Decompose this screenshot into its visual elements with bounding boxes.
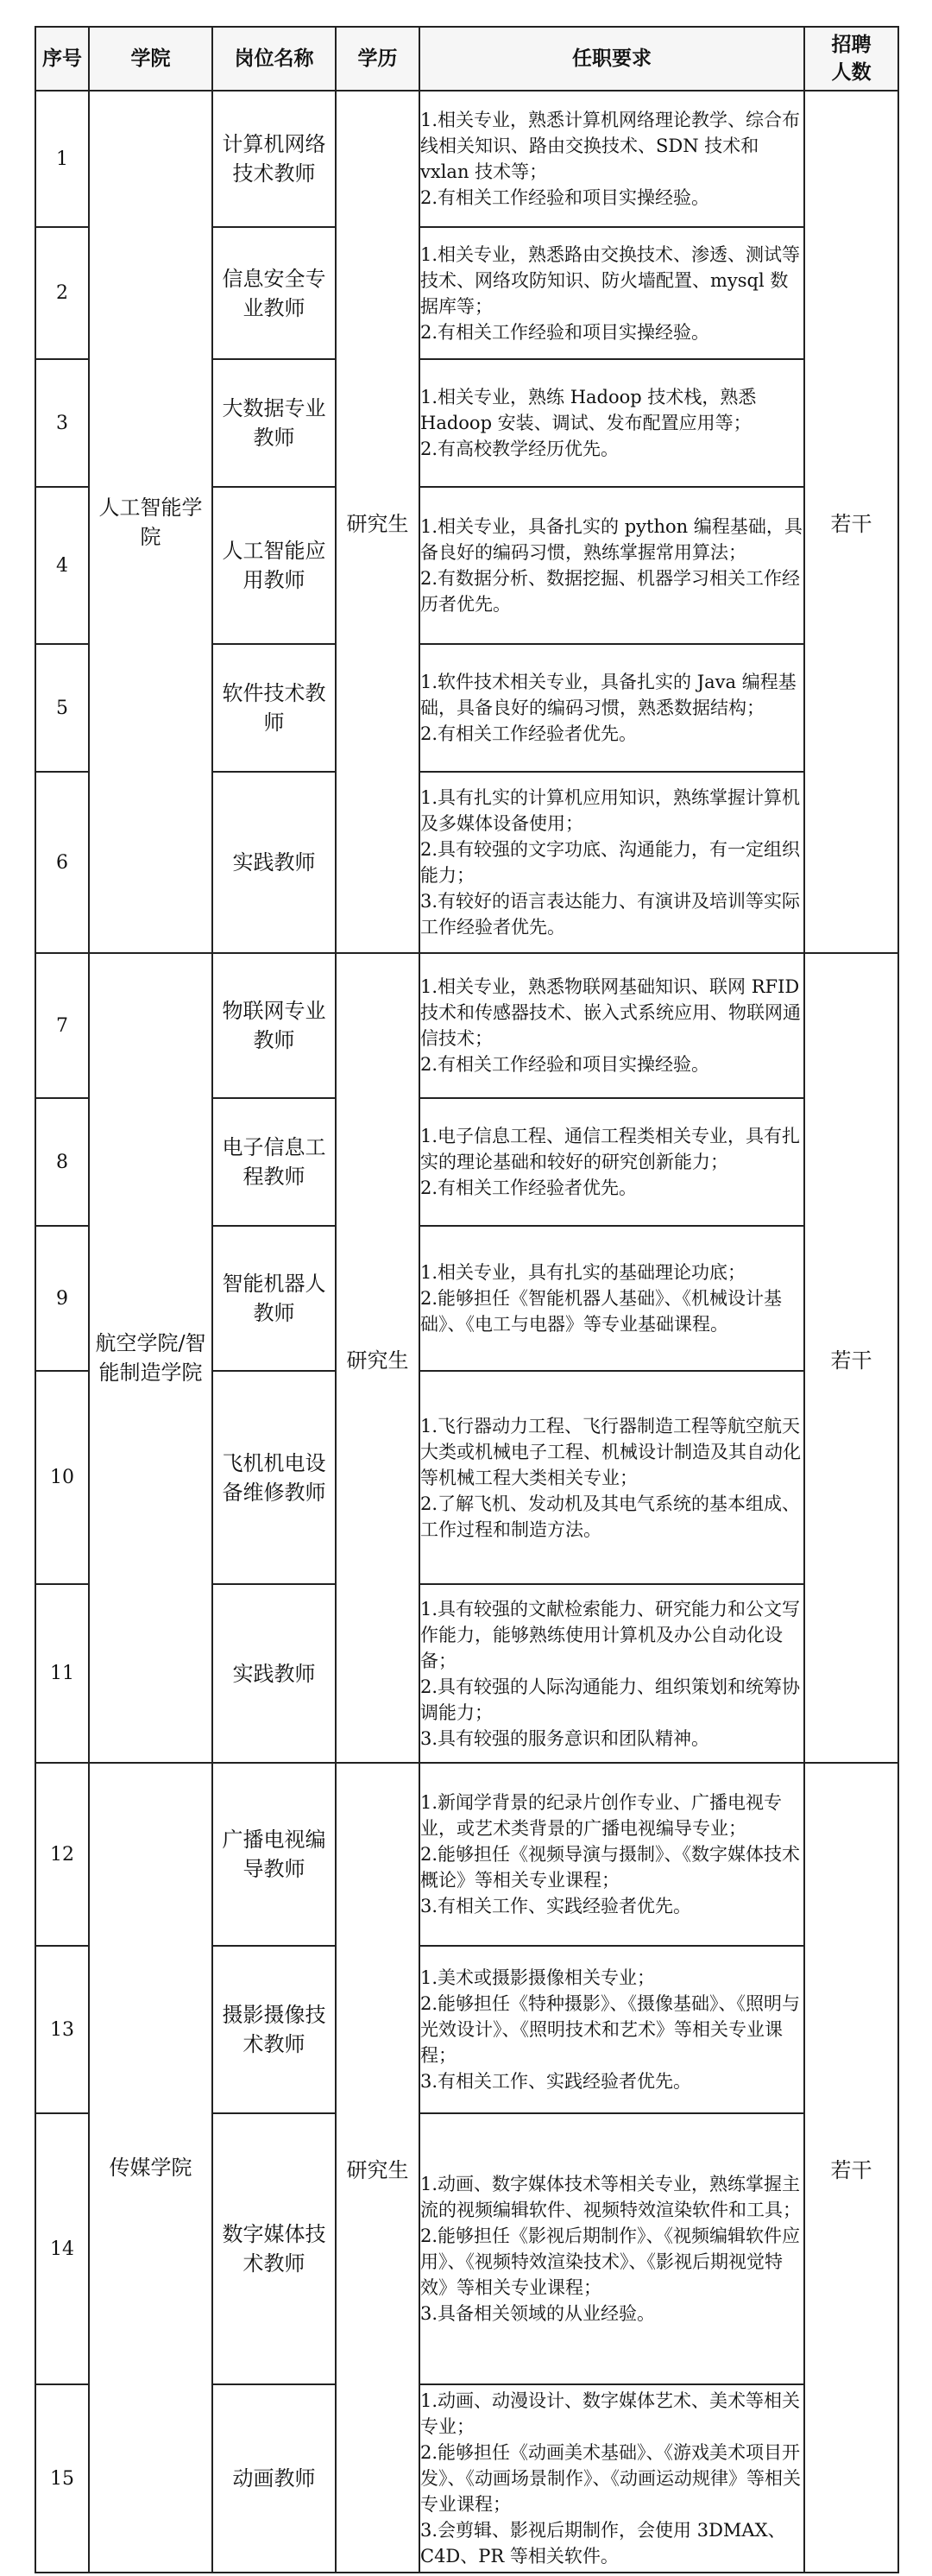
position-name: 数字媒体技术教师: [212, 2113, 336, 2384]
row-number: 2: [35, 227, 89, 359]
position-name: 软件技术教师: [212, 644, 336, 772]
requirement-line: 1.具有较强的文献检索能力、研究能力和公文写作能力，能够熟练使用计算机及办公自动化设备；: [420, 1598, 801, 1671]
requirement-line: 1.飞行器动力工程、飞行器制造工程等航空航天大类或机械电子工程、机械设计制造及其自动化等机械工程大类相关专业；: [420, 1415, 801, 1488]
header-row: [35, 27, 898, 91]
position-name: 实践教师: [212, 1584, 336, 1763]
requirement-line: 2.具有较强的人际沟通能力、组织策划和统筹协调能力；: [420, 1676, 801, 1723]
education-level: 研究生: [336, 953, 419, 1763]
hiring-count: 若干: [804, 91, 898, 953]
hiring-count: 若干: [804, 1763, 898, 2573]
requirement-line: 2.有高校教学经历优先。: [420, 439, 620, 459]
header-education: 学历: [336, 27, 419, 91]
requirement-line: 1.相关专业，熟悉路由交换技术、渗透、测试等技术、网络攻防知识、防火墙配置、mysql 数据库等；: [420, 243, 801, 317]
requirements-cell: [419, 1226, 804, 1371]
requirements-cell: [419, 644, 804, 772]
row-number: 13: [35, 1946, 89, 2113]
requirements-cell: [419, 772, 804, 953]
requirement-line: 2.能够担任《视频导演与摄制》、《数字媒体技术概论》等相关专业课程；: [420, 1844, 801, 1891]
header-college: 学院: [89, 27, 212, 91]
requirement-line: 3.有相关工作、实践经验者优先。: [420, 2071, 692, 2092]
requirement-line: 3.有较好的语言表达能力、有演讲及培训等实际工作经验者优先。: [420, 891, 801, 938]
position-name: 电子信息工程教师: [212, 1098, 336, 1226]
requirement-line: 2.有相关工作经验者优先。: [420, 723, 638, 744]
requirement-line: 1.相关专业，熟悉计算机网络理论教学、综合布线相关知识、路由交换技术、SDN 技术和 vxlan 技术等；: [420, 110, 801, 182]
requirement-line: 2.能够担任《特种摄影》、《摄像基础》、《照明与光效设计》、《照明技术和艺术》等相关专业课程；: [420, 1993, 801, 2066]
requirements-cell: [419, 2384, 804, 2573]
row-number: 9: [35, 1226, 89, 1371]
header-no: 序号: [35, 27, 89, 91]
position-name: 人工智能应用教师: [212, 487, 336, 644]
header-count: [804, 27, 898, 91]
row-number: 11: [35, 1584, 89, 1763]
position-name: 广播电视编导教师: [212, 1763, 336, 1946]
row-number: 7: [35, 953, 89, 1098]
row-number: 14: [35, 2113, 89, 2384]
requirement-line: 1.具有扎实的计算机应用知识，熟练掌握计算机及多媒体设备使用；: [420, 787, 801, 834]
requirements-cell: [419, 227, 804, 359]
requirement-line: 2.能够担任《影视后期制作》、《视频编辑软件应用》、《视频特效渲染技术》、《影视后期视觉特效》等相关专业课程；: [420, 2226, 801, 2298]
requirement-line: 1.电子信息工程、通信工程类相关专业，具有扎实的理论基础和较好的研究创新能力；: [420, 1126, 801, 1172]
position-name: 信息安全专业教师: [212, 227, 336, 359]
requirement-line: 1.美术或摄影摄像相关专业；: [420, 1967, 656, 1988]
header-count-line1: 招聘: [831, 34, 872, 56]
requirement-line: 2.有相关工作经验和项目实操经验。: [420, 1054, 710, 1075]
requirements-cell: [419, 1371, 804, 1584]
row-number: 5: [35, 644, 89, 772]
position-name: 摄影摄像技术教师: [212, 1946, 336, 2113]
row-number: 4: [35, 487, 89, 644]
requirement-line: 1.新闻学背景的纪录片创作专业、广播电视专业，或艺术类背景的广播电视编导专业；: [420, 1792, 783, 1839]
table-row: [35, 1763, 898, 1946]
requirement-line: 1.相关专业，熟悉物联网基础知识、联网 RFID 技术和传感器技术、嵌入式系统应用、物联网通信技术；: [420, 976, 801, 1049]
requirements-cell: [419, 1763, 804, 1946]
header-count-line2: 人数: [831, 61, 872, 84]
row-number: 6: [35, 772, 89, 953]
requirements-cell: [419, 359, 804, 487]
requirements-cell: [419, 1584, 804, 1763]
requirements-cell: [419, 91, 804, 227]
table-row: [35, 91, 898, 227]
row-number: 12: [35, 1763, 89, 1946]
requirement-line: 2.了解飞机、发动机及其电气系统的基本组成、工作过程和制造方法。: [420, 1493, 801, 1540]
row-number: 3: [35, 359, 89, 487]
college-name: 人工智能学院: [89, 91, 212, 953]
requirements-cell: [419, 487, 804, 644]
requirement-line: 2.有相关工作经验和项目实操经验。: [420, 187, 710, 208]
position-name: 动画教师: [212, 2384, 336, 2573]
requirements-cell: [419, 1946, 804, 2113]
position-name: 物联网专业教师: [212, 953, 336, 1098]
requirement-line: 2.有相关工作经验者优先。: [420, 1178, 638, 1198]
education-level: 研究生: [336, 91, 419, 953]
position-name: 飞机机电设备维修教师: [212, 1371, 336, 1584]
row-number: 10: [35, 1371, 89, 1584]
table-row: [35, 953, 898, 1098]
requirement-line: 3.具备相关领域的从业经验。: [420, 2303, 656, 2324]
requirement-line: 3.会剪辑、影视后期制作，会使用 3DMAX、C4D、PR 等相关软件。: [420, 2520, 786, 2567]
requirement-line: 3.具有较强的服务意识和团队精神。: [420, 1727, 710, 1749]
position-name: 大数据专业教师: [212, 359, 336, 487]
header-position: 岗位名称: [212, 27, 336, 91]
position-name: 智能机器人教师: [212, 1226, 336, 1371]
header-requirements: 任职要求: [419, 27, 804, 91]
table-body: [35, 91, 898, 2573]
requirements-cell: [419, 953, 804, 1098]
requirement-line: 2.能够担任《智能机器人基础》、《机械设计基础》、《电工与电器》等专业基础课程。: [420, 1288, 783, 1335]
row-number: 15: [35, 2384, 89, 2573]
education-level: 研究生: [336, 1763, 419, 2573]
requirement-line: 1.相关专业，具备扎实的 python 编程基础，具备良好的编码习惯，熟练掌握常用算法；: [420, 516, 803, 563]
position-name: 计算机网络技术教师: [212, 91, 336, 227]
requirement-line: 2.有数据分析、数据挖掘、机器学习相关工作经历者优先。: [420, 568, 801, 615]
college-name: 传媒学院: [89, 1763, 212, 2573]
requirement-line: 1.动画、动漫设计、数字媒体艺术、美术等相关专业；: [420, 2390, 801, 2437]
requirement-line: 2.具有较强的文字功底、沟通能力，有一定组织能力；: [420, 839, 801, 886]
requirement-line: 1.相关专业，熟练 Hadoop 技术栈，熟悉 Hadoop 安装、调试、发布配置应用等；: [420, 387, 757, 433]
requirement-line: 1.软件技术相关专业，具备扎实的 Java 编程基础，具备良好的编码习惯，熟悉数据结构；: [420, 672, 797, 718]
row-number: 1: [35, 91, 89, 227]
requirement-line: 1.相关专业，具有扎实的基础理论功底；: [420, 1262, 746, 1283]
row-number: 8: [35, 1098, 89, 1226]
requirement-line: 3.有相关工作、实践经验者优先。: [420, 1896, 692, 1916]
requirement-line: 2.有相关工作经验和项目实操经验。: [420, 321, 710, 343]
recruitment-table: [35, 26, 899, 2573]
requirements-cell: [419, 2113, 804, 2384]
requirements-cell: [419, 1098, 804, 1226]
requirement-line: 2.能够担任《动画美术基础》、《游戏美术项目开发》、《动画场景制作》、《动画运动规律》等相关专业课程；: [420, 2442, 801, 2515]
position-name: 实践教师: [212, 772, 336, 953]
requirement-line: 1.动画、数字媒体技术等相关专业，熟练掌握主流的视频编辑软件、视频特效渲染软件和工具；: [420, 2174, 801, 2220]
hiring-count: 若干: [804, 953, 898, 1763]
college-name: 航空学院/智能制造学院: [89, 953, 212, 1763]
